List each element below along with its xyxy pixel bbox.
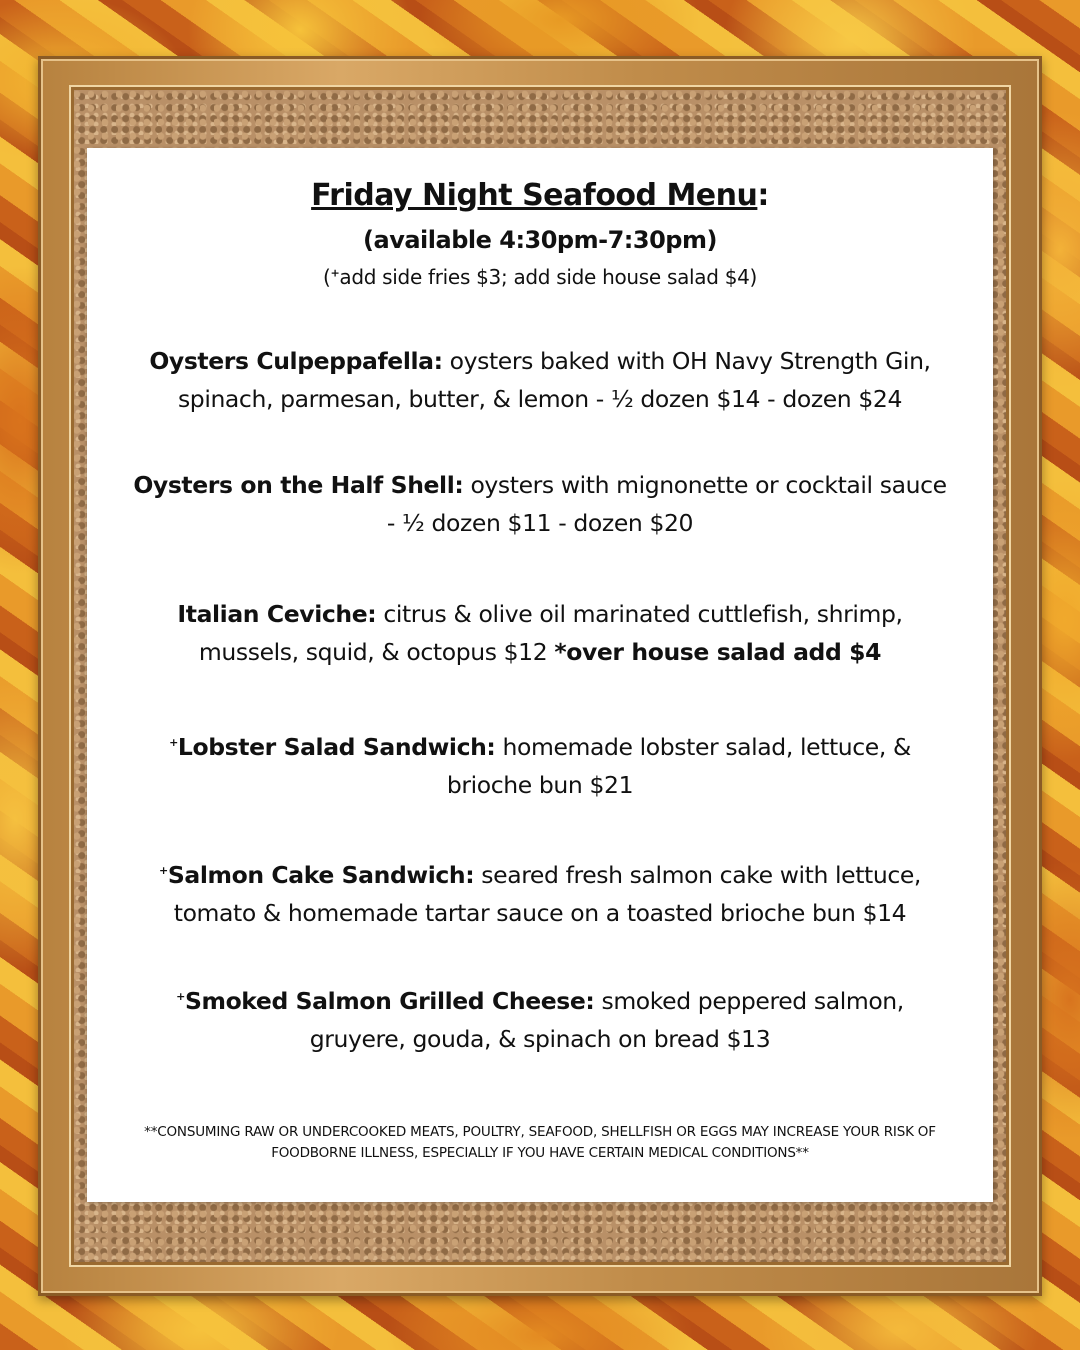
availability-hours: (available 4:30pm-7:30pm)	[363, 226, 717, 254]
menu-item-description: smoked peppered salmon, gruyere, gouda, & spinach on bread $13	[309, 986, 904, 1053]
menu-item-name: Lobster Salad Sandwich:	[177, 732, 496, 761]
menu-item-name: Salmon Cake Sandwich:	[167, 860, 475, 889]
menu-title-colon: :	[757, 178, 769, 213]
menu-item-lobster-salad-sandwich	[127, 724, 953, 804]
menu-sheet	[87, 148, 993, 1202]
sides-note-marker: +	[330, 266, 340, 280]
menu-title	[87, 178, 993, 213]
side-eligible-marker: +	[176, 990, 185, 1003]
menu-item-italian-ceviche	[127, 595, 953, 671]
menu-item-smoked-salmon-grilled-cheese	[127, 978, 953, 1058]
menu-title-text: Friday Night Seafood Menu	[311, 178, 758, 213]
menu-item-salmon-cake-sandwich	[127, 852, 953, 932]
sides-note	[87, 265, 993, 289]
menu-item-description: citrus & olive oil marinated cuttlefish, shrimp, mussels, squid, & octopus $12	[198, 600, 903, 666]
food-safety-disclaimer: **CONSUMING RAW OR UNDERCOOKED MEATS, POULTRY, SEAFOOD, SHELLFISH OR EGGS MAY INCREASE YOUR RISK OF FOODBORNE ILLNESS, ESPECIALLY IF YOU HAVE CERTAIN MEDICAL CONDITIONS**	[144, 1124, 936, 1161]
menu-item-oysters-culpeppafella	[127, 342, 953, 418]
side-eligible-marker: +	[169, 736, 178, 749]
menu-item-description: homemade lobster salad, lettuce, & brioche bun $21	[446, 732, 911, 799]
menu-item-description: oysters baked with OH Navy Strength Gin, spinach, parmesan, butter, & lemon - ½ dozen $14 - dozen $24	[177, 347, 931, 413]
menu-item-description: oysters with mignonette or cocktail sauce - ½ dozen $11 - dozen $20	[386, 471, 947, 537]
menu-item-description: seared fresh salmon cake with lettuce, tomato & homemade tartar sauce on a toasted brioche bun $14	[173, 860, 921, 927]
sides-note-paren: (	[322, 265, 331, 289]
menu-item-name: Oysters Culpeppafella:	[149, 347, 443, 375]
sides-note-text: add side fries $3; add side house salad $4)	[339, 265, 758, 289]
side-eligible-marker: +	[159, 864, 168, 877]
menu-item-oysters-half-shell	[127, 466, 953, 542]
menu-item-name: Oysters on the Half Shell:	[133, 471, 464, 499]
menu-item-name: Smoked Salmon Grilled Cheese:	[184, 986, 595, 1015]
menu-item-name: Italian Ceviche:	[177, 600, 377, 628]
menu-item-addon: *over house salad add $4	[554, 638, 882, 666]
